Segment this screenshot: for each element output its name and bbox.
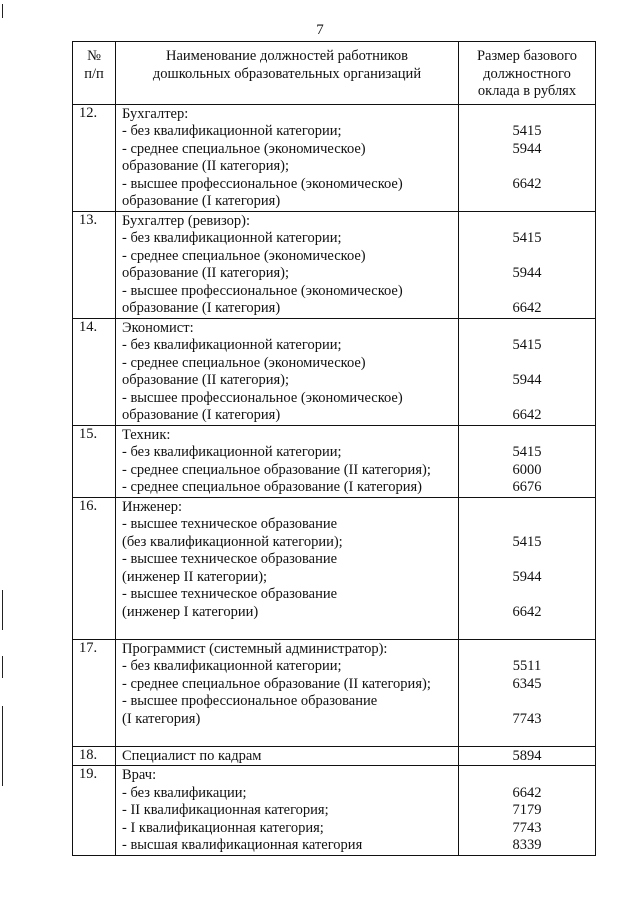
position-line: - высшее профессиональное (экономическое) <box>122 175 403 192</box>
salary-value: 5944 <box>512 140 542 157</box>
position-line: - без квалификационной категории; <box>122 123 342 139</box>
salary-value <box>459 390 595 408</box>
position-name-cell <box>116 639 459 746</box>
position-line: - высшее техническое образование <box>122 516 338 532</box>
table-row <box>73 318 596 425</box>
position-name-cell <box>116 766 459 856</box>
position-line: - I квалификационная категория; <box>122 819 324 836</box>
salary-cell <box>459 425 596 497</box>
salary-value: 5944 <box>512 265 542 281</box>
salary-value: 5415 <box>512 533 542 550</box>
salary-value: 5415 <box>512 230 542 246</box>
salary-value: 5944 <box>512 372 542 388</box>
position-line <box>122 728 458 746</box>
salary-value <box>459 193 595 211</box>
position-line: Экономист: <box>122 319 194 336</box>
salary-value: 5944 <box>512 568 542 585</box>
salary-value <box>459 355 595 373</box>
salary-value <box>459 551 595 569</box>
salary-value <box>459 427 595 445</box>
salary-value <box>459 499 595 517</box>
salary-value <box>459 283 595 301</box>
position-line: - без квалификационной категории; <box>122 230 342 246</box>
position-line: - без квалификационной категории; <box>122 444 342 460</box>
position-name-cell <box>116 318 459 425</box>
table-row <box>73 639 596 746</box>
position-name-cell <box>116 746 459 766</box>
salary-value: 5415 <box>512 123 542 139</box>
salary-value <box>459 320 595 338</box>
position-line: - высшее техническое образование <box>122 586 338 602</box>
position-line: Инженер: <box>122 498 182 515</box>
salary-value <box>459 728 595 746</box>
salary-value: 7743 <box>512 819 542 836</box>
position-name-cell <box>116 497 459 639</box>
salary-value <box>459 213 595 231</box>
salary-value: 6642 <box>512 175 542 192</box>
salary-value: 5894 <box>512 747 542 764</box>
position-line: Специалист по кадрам <box>122 747 262 764</box>
salary-cell <box>459 766 596 856</box>
header-line: Наименование должностей работников <box>166 48 408 64</box>
header-number <box>73 42 116 105</box>
scan-mark-bottom <box>2 706 3 786</box>
salary-table <box>72 41 596 856</box>
salary-cell <box>459 104 596 211</box>
scan-mark-lower <box>2 656 3 678</box>
row-number: 18. <box>73 746 116 766</box>
salary-value: 6642 <box>512 784 542 801</box>
position-line: - высшее техническое образование <box>122 551 338 567</box>
salary-value <box>459 767 595 785</box>
page-number: 7 <box>316 22 324 38</box>
salary-value: 6642 <box>512 603 542 620</box>
position-name-cell <box>116 425 459 497</box>
salary-value: 6000 <box>512 461 542 478</box>
table-row <box>73 211 596 318</box>
header-line: Размер базового <box>476 48 578 64</box>
salary-value: 5415 <box>512 444 542 460</box>
header-line: должностного <box>483 65 571 82</box>
position-line: - среднее специальное (экономическое) <box>122 354 366 371</box>
position-line: образование (II категория); <box>122 158 290 174</box>
position-line: - без квалификации; <box>122 784 247 801</box>
salary-value <box>459 248 595 266</box>
header-line: дошкольных образовательных организаций <box>152 65 422 82</box>
table-row <box>73 104 596 211</box>
scan-mark-top <box>2 4 3 18</box>
salary-value <box>459 621 595 639</box>
header-line: № <box>87 48 101 64</box>
position-line: - высшее профессиональное (экономическое) <box>122 389 403 406</box>
position-name-cell <box>116 104 459 211</box>
position-line: образование (I категория) <box>122 193 281 209</box>
salary-cell <box>459 497 596 639</box>
row-number: 16. <box>73 497 116 639</box>
row-number: 17. <box>73 639 116 746</box>
table-row <box>73 766 596 856</box>
position-line: (инженер I категории) <box>122 603 259 620</box>
scan-mark-middle <box>2 590 3 630</box>
salary-value <box>459 158 595 176</box>
salary-value <box>459 586 595 604</box>
header-line: п/п <box>84 65 104 82</box>
position-line: - высшее профессиональное (экономическое) <box>122 282 403 299</box>
header-salary <box>459 42 596 105</box>
salary-value: 6676 <box>512 479 542 495</box>
position-line: - II квалификационная категория; <box>122 802 329 818</box>
salary-cell <box>459 746 596 766</box>
position-line: - без квалификационной категории; <box>122 337 342 353</box>
row-number: 13. <box>73 211 116 318</box>
salary-value <box>459 516 595 534</box>
position-line: - среднее специальное образование (II категория); <box>122 675 431 692</box>
table-row <box>73 497 596 639</box>
table-row <box>73 425 596 497</box>
salary-value <box>459 641 595 659</box>
row-number: 19. <box>73 766 116 856</box>
position-line: Врач: <box>122 767 157 783</box>
position-line: - без квалификационной категории; <box>122 658 342 674</box>
salary-value: 5511 <box>512 658 542 674</box>
position-line: - высшая квалификационная категория <box>122 837 363 853</box>
salary-value: 7743 <box>512 710 542 727</box>
position-line: Техник: <box>122 426 171 443</box>
salary-value <box>459 106 595 124</box>
position-line: образование (II категория); <box>122 372 290 388</box>
position-line: Бухгалтер (ревизор): <box>122 212 250 229</box>
salary-value: 8339 <box>512 837 542 853</box>
salary-value: 6642 <box>512 300 542 316</box>
position-line: (I категория) <box>122 710 201 727</box>
position-line: - высшее профессиональное образование <box>122 693 378 709</box>
position-line: образование (I категория) <box>122 407 281 423</box>
salary-cell <box>459 318 596 425</box>
header-line: оклада в рублях <box>477 83 577 99</box>
salary-value: 7179 <box>512 802 542 818</box>
salary-value <box>459 693 595 711</box>
salary-cell <box>459 211 596 318</box>
position-line: - среднее специальное (экономическое) <box>122 140 366 157</box>
position-line: - среднее специальное образование (I категория) <box>122 479 422 495</box>
position-line: - среднее специальное образование (II категория); <box>122 461 431 478</box>
salary-value: 6642 <box>512 407 542 423</box>
salary-cell <box>459 639 596 746</box>
table-header-row <box>73 42 596 105</box>
header-position-name <box>116 42 459 105</box>
position-line: - среднее специальное (экономическое) <box>122 247 366 264</box>
position-line: образование (II категория); <box>122 265 290 281</box>
position-line <box>122 621 458 639</box>
row-number: 12. <box>73 104 116 211</box>
position-line: Программист (системный администратор): <box>122 640 388 657</box>
position-name-cell <box>116 211 459 318</box>
salary-value: 5415 <box>512 337 542 353</box>
row-number: 15. <box>73 425 116 497</box>
row-number: 14. <box>73 318 116 425</box>
position-line: (без квалификационной категории); <box>122 533 343 550</box>
table-row <box>73 746 596 766</box>
salary-value: 6345 <box>512 675 542 692</box>
position-line: Бухгалтер: <box>122 105 189 122</box>
position-line: (инженер II категории); <box>122 568 268 585</box>
position-line: образование (I категория) <box>122 300 281 316</box>
